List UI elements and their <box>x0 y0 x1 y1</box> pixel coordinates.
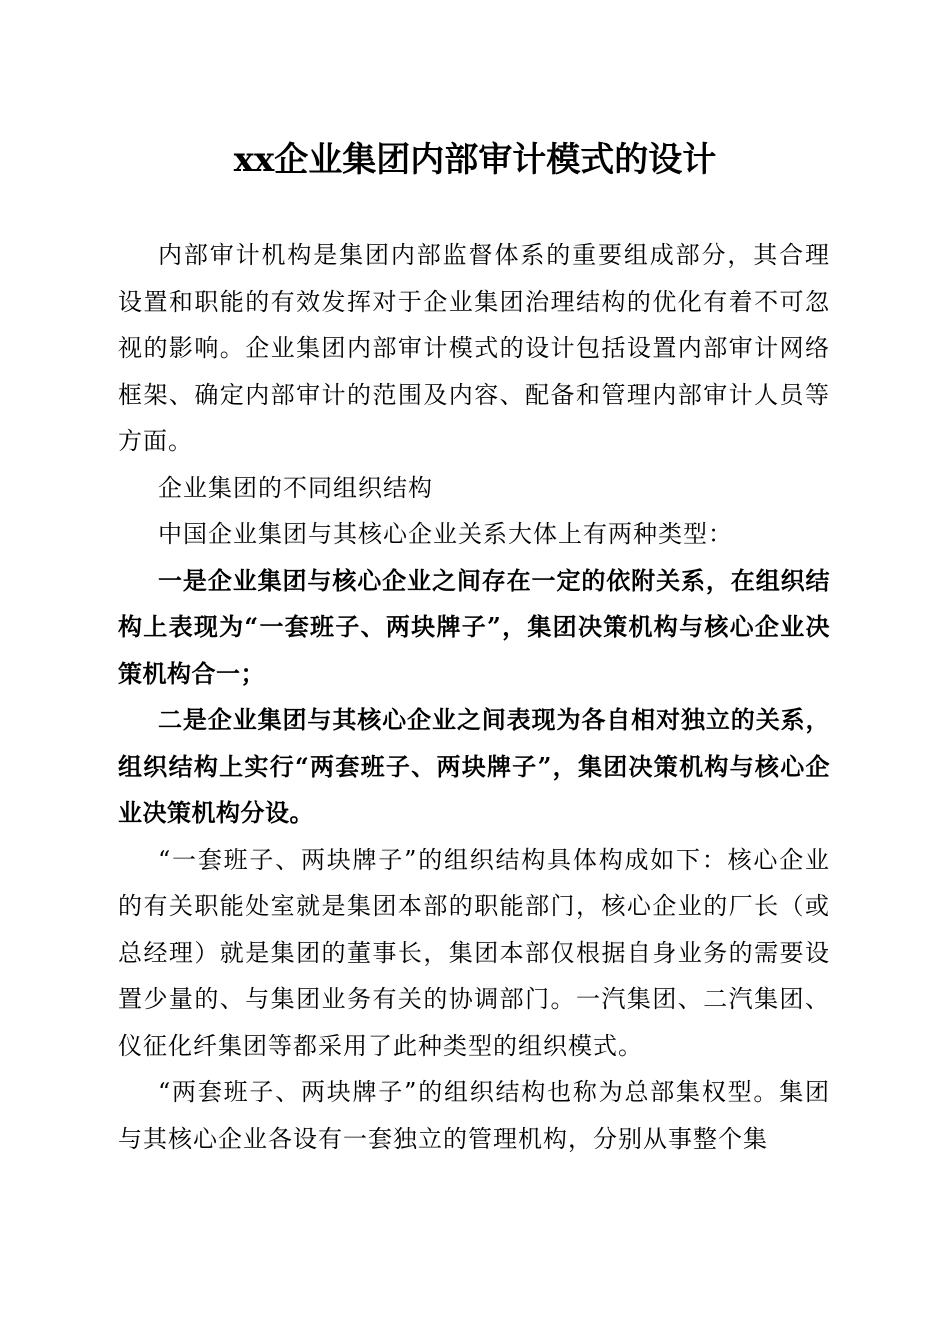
type-one-paragraph: 一是企业集团与核心企业之间存在一定的依附关系，在组织结构上表现为“一套班子、两块牌子”，集团决策机构与核心企业决策机构合一； <box>118 565 830 688</box>
two-teams-structure-paragraph: “两套班子、两块牌子”的组织结构也称为总部集权型。集团与其核心企业各设有一套独立的管理机构，分别从事整个集 <box>118 1078 830 1153</box>
document-title: xx企业集团内部审计模式的设计 <box>233 140 717 180</box>
document-body <box>118 232 830 1162</box>
one-team-structure-paragraph: “一套班子、两块牌子”的组织结构具体构成如下：核心企业的有关职能处室就是集团本部的职能部门，核心企业的厂长（或总经理）就是集团的董事长，集团本部仅根据自身业务的需要设置少量的、与集团业务有关的协调部门。一汽集团、二汽集团、仪征化纤集团等都采用了此种类型的组织模式。 <box>118 845 830 1060</box>
intro-paragraph: 内部审计机构是集团内部监督体系的重要组成部分，其合理设置和职能的有效发挥对于企业集团治理结构的优化有着不可忽视的影响。企业集团内部审计模式的设计包括设置内部审计网络框架、确定内部审计的范围及内容、配备和管理内部审计人员等方面。 <box>118 241 830 455</box>
section-heading-org-structure: 企业集团的不同组织结构 <box>158 473 433 502</box>
type-two-paragraph: 二是企业集团与其核心企业之间表现为各自相对独立的关系，组织结构上实行“两套班子、两块牌子”，集团决策机构与核心企业决策机构分设。 <box>118 705 830 827</box>
types-intro-paragraph: 中国企业集团与其核心企业关系大体上有两种类型： <box>158 520 733 548</box>
